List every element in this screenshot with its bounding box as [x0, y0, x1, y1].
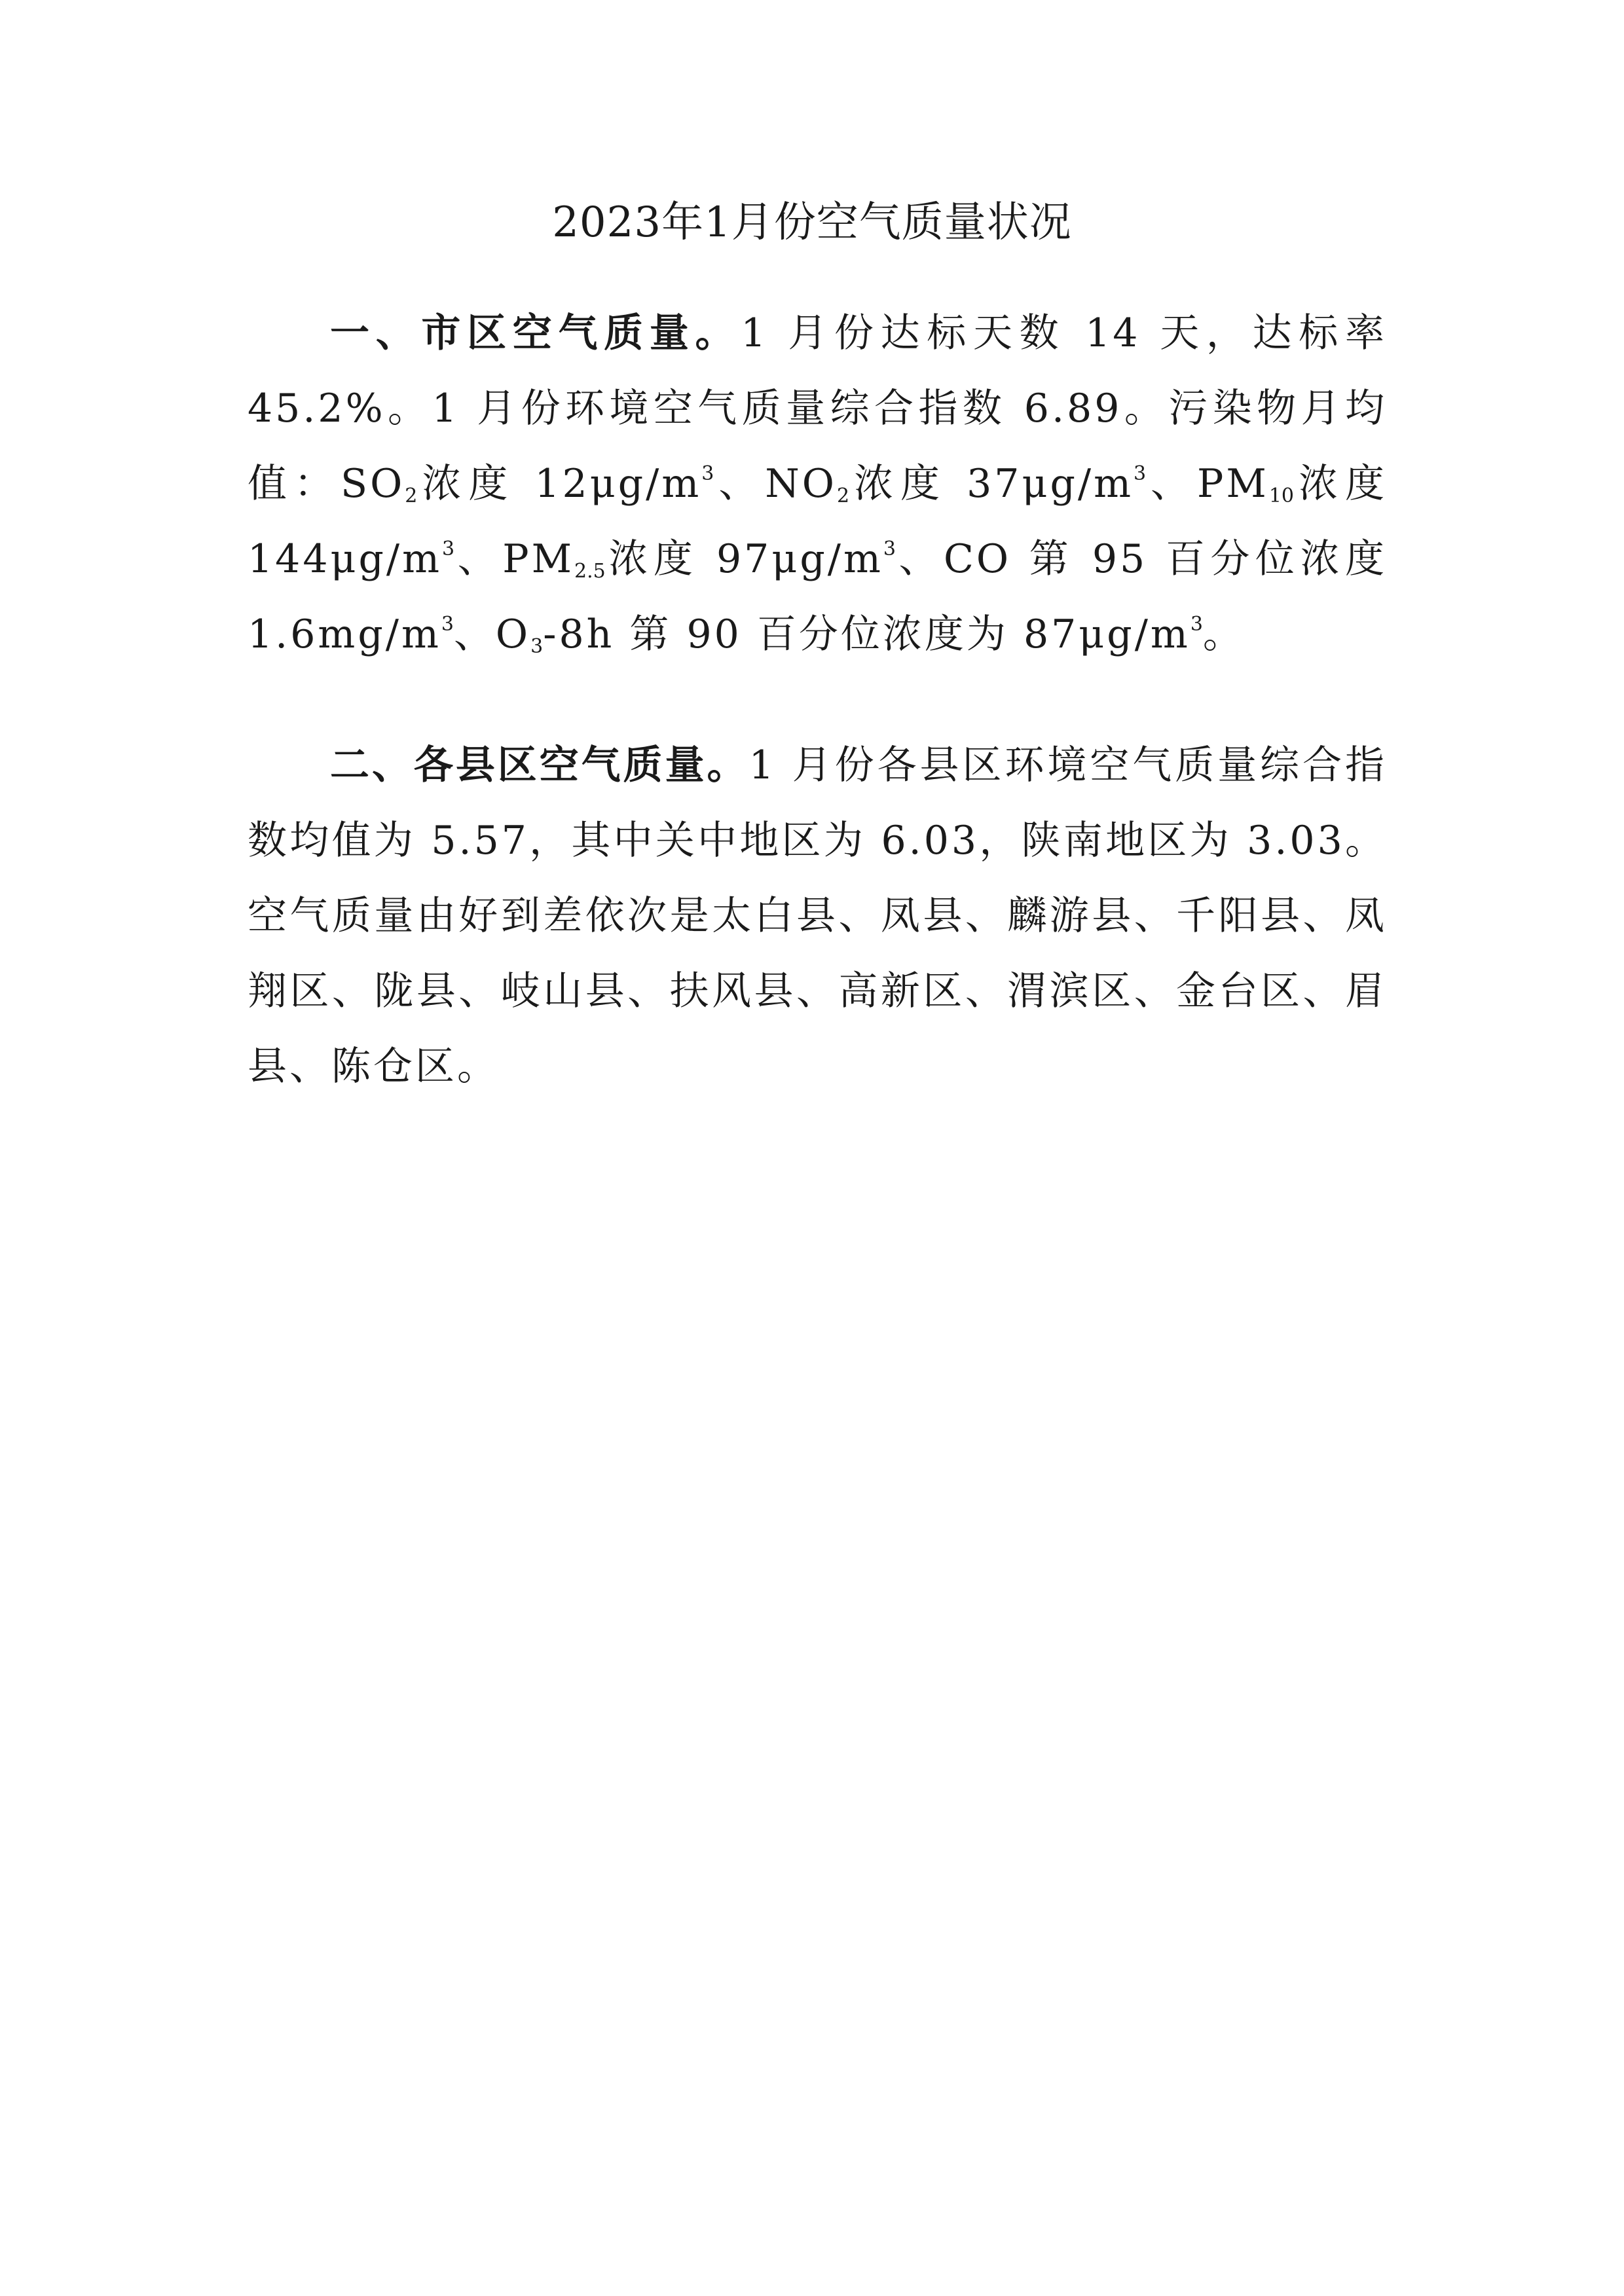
no2-subscript: 2 [837, 484, 850, 507]
pm25-label: 、PM [454, 536, 575, 582]
section-1-end: 。 [1202, 611, 1245, 657]
o3-unit-superscript: 3 [1190, 613, 1203, 636]
no2-unit-superscript: 3 [1133, 462, 1147, 485]
pm25-value: 浓度 97μg/m [605, 536, 883, 582]
no2-label: 、NO [714, 461, 837, 507]
section-1-text: 1 月份达标天数 14 天，达标率 45.2%。1 月份环境空气质量综合指数 6.89。污染物月均值： [248, 310, 1387, 507]
no2-value: 浓度 37μg/m [849, 461, 1134, 507]
section-2-paragraph [248, 728, 1387, 1104]
o3-value: -8h 第 90 百分位浓度为 87μg/m [543, 611, 1190, 657]
pm10-label: 、PM [1146, 461, 1269, 507]
pm10-unit-superscript: 3 [442, 538, 455, 560]
so2-unit-superscript: 3 [701, 462, 714, 485]
section-2-text: 1 月份各县区环境空气质量综合指数均值为 5.57，其中关中地区为 6.03，陕南地区为 3.03。空气质量由好到差依次是太白县、凤县、麟游县、千阳县、凤翔区、陇县、岐山县、扶风县、高新区、渭滨区、金台区、眉县、陈仓区。 [248, 742, 1388, 1089]
document-title: 2023年1月份空气质量状况 [552, 198, 1072, 247]
so2-label: SO [340, 461, 405, 507]
section-2-heading: 二、各县区空气质量。 [330, 742, 749, 788]
so2-subscript: 2 [405, 484, 418, 507]
section-1-paragraph [248, 296, 1387, 672]
co-unit-superscript: 3 [441, 613, 454, 636]
co-value: 、CO 第 95 百分位浓度 1.6mg/m [248, 536, 1387, 657]
pm10-subscript: 10 [1268, 484, 1295, 507]
pm10-value: 浓度 144μg/m [248, 461, 1387, 582]
so2-value: 浓度 12μg/m [417, 461, 702, 507]
section-1-heading: 一、市区空气质量。 [330, 310, 741, 356]
pm25-unit-superscript: 3 [883, 538, 896, 560]
o3-subscript: 3 [530, 635, 544, 658]
o3-label: 、O [453, 611, 531, 657]
pm25-subscript: 2.5 [574, 560, 606, 583]
